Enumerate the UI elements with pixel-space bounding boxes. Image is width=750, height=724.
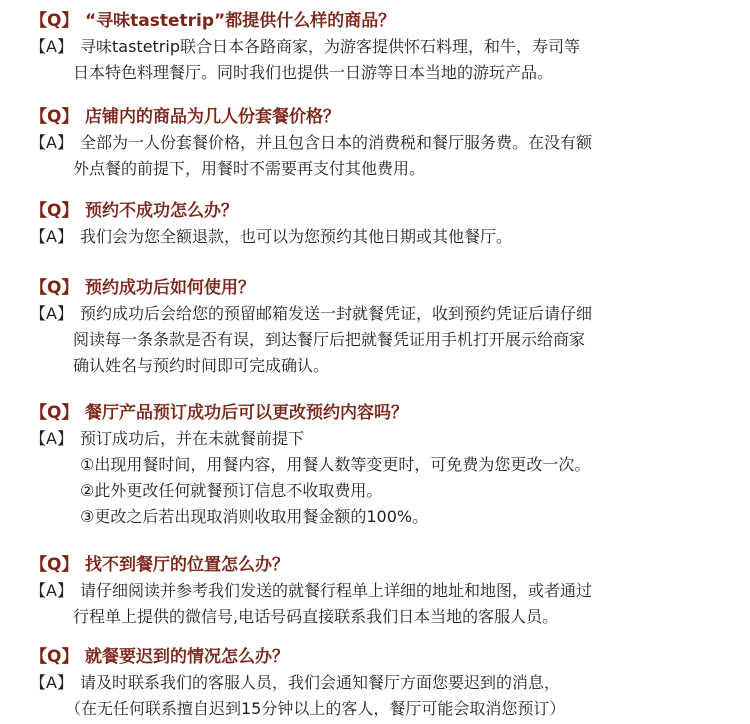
answer-text: 外点餐的前提下，用餐时不需要再支付其他费用。 [73, 159, 426, 178]
question-text: 找不到餐厅的位置怎么办？ [85, 555, 289, 575]
faq-item [0, 400, 750, 530]
faq-item [0, 552, 750, 630]
a-tag: 【A】 [30, 581, 73, 600]
faq-item [0, 275, 750, 379]
answer-subitem: ①出现用餐时间，用餐内容，用餐人数等变更时，可免费为您更改一次。 [80, 455, 591, 474]
q-tag: 【Q】 [30, 201, 79, 221]
q-tag: 【Q】 [30, 647, 79, 667]
question [0, 400, 750, 426]
answer-text: 我们会为您全额退款，也可以为您预约其他日期或其他餐厅。 [80, 227, 513, 246]
q-tag: 【Q】 [30, 107, 79, 127]
question-text: 餐厅产品预订成功后可以更改预约内容吗？ [85, 403, 408, 423]
question-text: 店铺内的商品为几人份套餐价格？ [85, 107, 340, 127]
q-tag: 【Q】 [30, 555, 79, 575]
faq-item [0, 198, 750, 250]
faq-item [0, 104, 750, 182]
a-tag: 【A】 [30, 133, 73, 152]
answer-text: 预约成功后会给您的预留邮箱发送一封就餐凭证，收到预约凭证后请仔细 [80, 304, 593, 323]
question-text: 就餐要迟到的情况怎么办？ [85, 647, 289, 667]
a-tag: 【A】 [30, 673, 73, 692]
answer [0, 130, 750, 156]
answer [0, 426, 750, 452]
answer-text: 行程单上提供的微信号,电话号码直接联系我们日本当地的客服人员。 [73, 607, 559, 626]
answer-text: 请仔细阅读并参考我们发送的就餐行程单上详细的地址和地图，或者通过 [80, 581, 593, 600]
question-text: “寻味tastetrip”都提供什么样的商品？ [85, 11, 396, 31]
q-tag: 【Q】 [30, 11, 79, 31]
answer-text: 预订成功后，并在未就餐前提下 [80, 429, 305, 448]
answer [0, 34, 750, 60]
question [0, 275, 750, 301]
question [0, 552, 750, 578]
a-tag: 【A】 [30, 429, 73, 448]
question [0, 104, 750, 130]
faq-item [0, 8, 750, 86]
question [0, 8, 750, 34]
a-tag: 【A】 [30, 227, 73, 246]
answer [0, 301, 750, 327]
question-text: 预约不成功怎么办？ [85, 201, 238, 221]
question [0, 644, 750, 670]
answer-text: 阅读每一条条款是否有误，到达餐厅后把就餐凭证用手机打开展示给商家 [73, 330, 586, 349]
a-tag: 【A】 [30, 37, 73, 56]
answer-text: 确认姓名与预约时间即可完成确认。 [73, 356, 330, 375]
answer-text: （在无任何联系擅自迟到15分钟以上的客人，餐厅可能会取消您预订） [65, 699, 566, 718]
answer-subitem: ③更改之后若出现取消则收取用餐金额的100%。 [80, 507, 429, 526]
faq-item [0, 644, 750, 722]
q-tag: 【Q】 [30, 278, 79, 298]
question-text: 预约成功后如何使用？ [85, 278, 255, 298]
answer [0, 670, 750, 696]
answer-text: 全部为一人份套餐价格，并且包含日本的消费税和餐厅服务费。在没有额 [80, 133, 593, 152]
question [0, 198, 750, 224]
answer-text: 日本特色料理餐厅。同时我们也提供一日游等日本当地的游玩产品。 [73, 63, 554, 82]
q-tag: 【Q】 [30, 403, 79, 423]
answer [0, 578, 750, 604]
answer-text: 请及时联系我们的客服人员，我们会通知餐厅方面您要迟到的消息， [80, 673, 561, 692]
answer-subitem: ②此外更改任何就餐预订信息不收取费用。 [80, 481, 383, 500]
answer-text: 寻味tastetrip联合日本各路商家，为游客提供怀石料理，和牛，寿司等 [80, 37, 580, 56]
answer [0, 224, 750, 250]
a-tag: 【A】 [30, 304, 73, 323]
